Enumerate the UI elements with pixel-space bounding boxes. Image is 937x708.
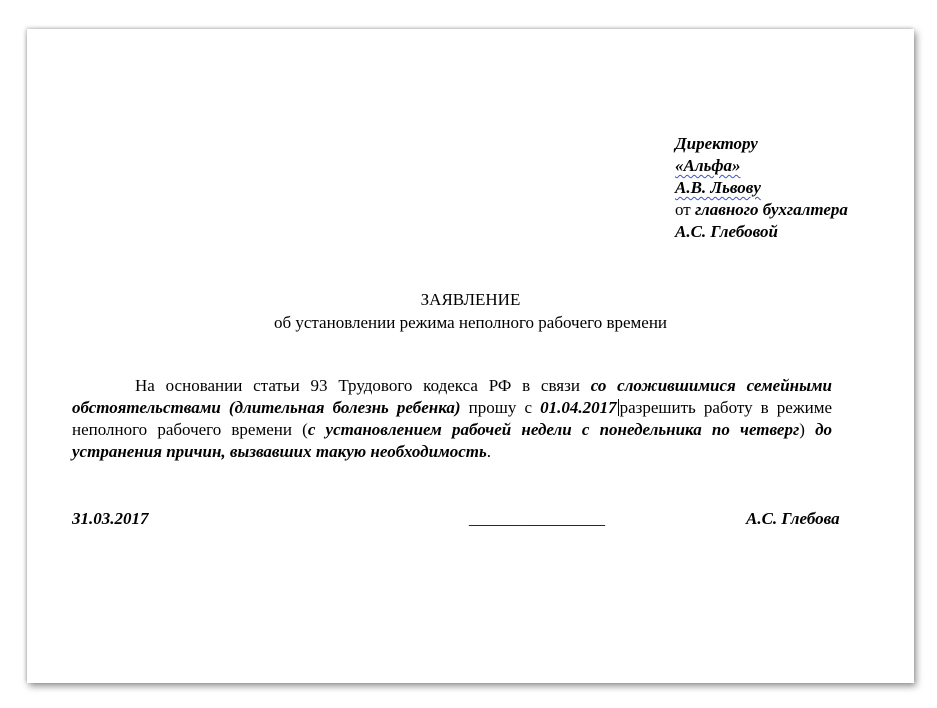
sender-name: А.С. Глебовой xyxy=(675,222,778,241)
heading-block xyxy=(27,288,914,334)
body-period: . xyxy=(486,442,492,461)
document-page xyxy=(27,29,914,683)
sender-prefix: от xyxy=(675,200,691,219)
document-title: ЗАЯВЛЕНИЕ xyxy=(420,290,521,309)
statement-body xyxy=(72,375,832,463)
body-schedule: с установлением рабочей недели с понедельника по четверг xyxy=(307,420,800,439)
sender-position xyxy=(675,199,848,221)
addressee-name xyxy=(675,177,848,199)
addressee-company xyxy=(675,155,848,177)
body-part-5: разрешить работу в режиме неполного рабочего времени ( xyxy=(72,398,832,439)
signature-date: 31.03.2017 xyxy=(72,509,149,528)
body-part-3: прошу с xyxy=(460,398,541,417)
signature-name: А.С. Глебова xyxy=(746,509,840,528)
signature-line: ________________ xyxy=(469,509,605,528)
sender-position-text: главного бухгалтера xyxy=(694,200,848,219)
body-start-date: 01.04.2017 xyxy=(540,398,617,417)
body-part-7: ) xyxy=(799,420,816,439)
document-subtitle: об установлении режима неполного рабочего времени xyxy=(273,313,668,332)
addressee-position: Директору xyxy=(675,134,758,153)
company-name: «Альфа» xyxy=(675,156,741,175)
body-part-1: На основании статьи 93 Трудового кодекса РФ в связи xyxy=(135,376,591,395)
text-cursor xyxy=(618,399,619,416)
body-duration: до устранения причин, вызвавших такую необходимость xyxy=(72,420,833,461)
addressee-name-text: А.В. Львову xyxy=(675,178,761,197)
addressee-block xyxy=(675,133,848,243)
body-reason: со сложившимися семейными обстоятельствами (длительная болезнь ребенка) xyxy=(72,376,832,417)
